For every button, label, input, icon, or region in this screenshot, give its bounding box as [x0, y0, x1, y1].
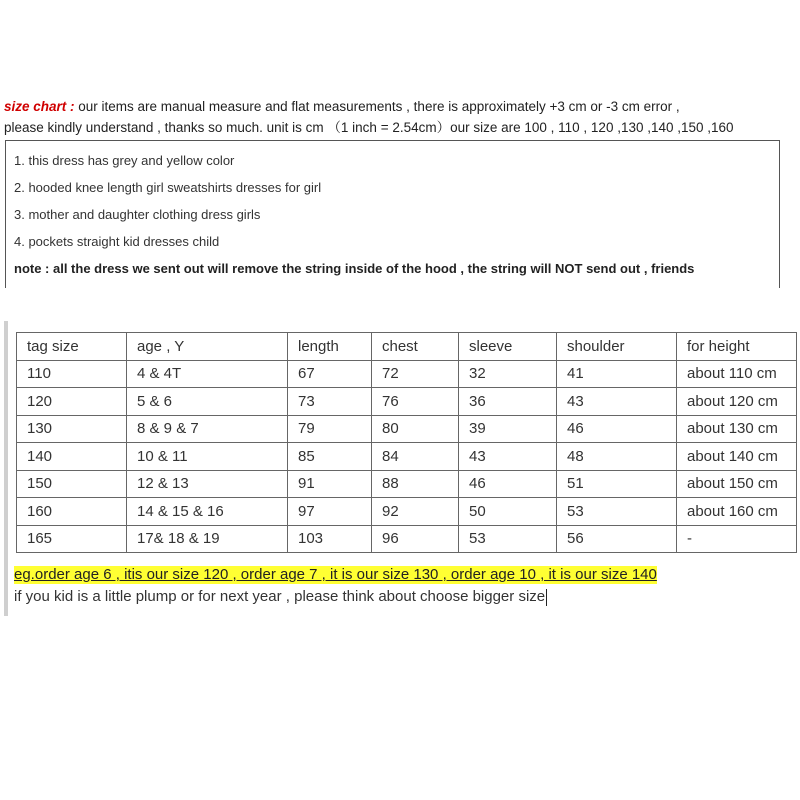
- cell-length: 103: [288, 525, 372, 553]
- cell-length: 67: [288, 360, 372, 388]
- cell-tag-size: 130: [17, 415, 127, 443]
- cell-shoulder: 46: [557, 415, 677, 443]
- cell-for-height: about 130 cm: [677, 415, 797, 443]
- cell-length: 79: [288, 415, 372, 443]
- cell-age: 8 & 9 & 7: [127, 415, 288, 443]
- table-row: [17, 360, 797, 388]
- cell-length: 73: [288, 388, 372, 416]
- cell-tag-size: 160: [17, 498, 127, 526]
- advice-line[interactable]: [14, 588, 547, 606]
- header-chest: chest: [372, 333, 459, 361]
- intro-text-1: our items are manual measure and flat measurements , there is approximately +3 cm or -3 cm error ,: [74, 99, 680, 114]
- cell-shoulder: 51: [557, 470, 677, 498]
- cell-chest: 88: [372, 470, 459, 498]
- size-table-body: [17, 333, 797, 553]
- cell-chest: 84: [372, 443, 459, 471]
- note-item-3: 3. mother and daughter clothing dress girls: [14, 207, 261, 222]
- left-margin-bar: [4, 321, 8, 616]
- header-sleeve: sleeve: [459, 333, 557, 361]
- header-for-height: for height: [677, 333, 797, 361]
- table-header-row: [17, 333, 797, 361]
- cell-length: 97: [288, 498, 372, 526]
- cell-sleeve: 53: [459, 525, 557, 553]
- header-shoulder: shoulder: [557, 333, 677, 361]
- note-item-2: 2. hooded knee length girl sweatshirts dresses for girl: [14, 180, 322, 195]
- table-row: [17, 443, 797, 471]
- cell-chest: 96: [372, 525, 459, 553]
- table-row: [17, 498, 797, 526]
- cell-shoulder: 43: [557, 388, 677, 416]
- cell-age: 10 & 11: [127, 443, 288, 471]
- cell-for-height: -: [677, 525, 797, 553]
- cell-length: 85: [288, 443, 372, 471]
- cell-sleeve: 39: [459, 415, 557, 443]
- cell-age: 4 & 4T: [127, 360, 288, 388]
- table-row: [17, 470, 797, 498]
- note-item-4: 4. pockets straight kid dresses child: [14, 234, 220, 249]
- table-row: [17, 388, 797, 416]
- cell-age: 12 & 13: [127, 470, 288, 498]
- header-tag-size: tag size: [17, 333, 127, 361]
- intro-line-2: please kindly understand , thanks so much. unit is cm （1 inch = 2.54cm）our size are 100 , 110 , 120 ,130 ,140 ,150 ,160: [4, 120, 734, 135]
- hood-string-note: note : all the dress we sent out will remove the string inside of the hood , the string will NOT send out , friends: [14, 261, 695, 276]
- cell-age: 14 & 15 & 16: [127, 498, 288, 526]
- cell-sleeve: 50: [459, 498, 557, 526]
- cell-for-height: about 150 cm: [677, 470, 797, 498]
- cell-for-height: about 140 cm: [677, 443, 797, 471]
- cell-sleeve: 43: [459, 443, 557, 471]
- cell-for-height: about 110 cm: [677, 360, 797, 388]
- cell-for-height: about 120 cm: [677, 388, 797, 416]
- table-row: [17, 415, 797, 443]
- cell-age: 5 & 6: [127, 388, 288, 416]
- cell-sleeve: 46: [459, 470, 557, 498]
- cell-length: 91: [288, 470, 372, 498]
- cell-sleeve: 32: [459, 360, 557, 388]
- cell-chest: 80: [372, 415, 459, 443]
- cell-chest: 76: [372, 388, 459, 416]
- header-length: length: [288, 333, 372, 361]
- advice-text: if you kid is a little plump or for next year , please think about choose bigger size: [14, 588, 546, 605]
- cell-shoulder: 48: [557, 443, 677, 471]
- product-notes-box: [5, 140, 780, 288]
- text-caret: [546, 589, 547, 606]
- intro-line-1: [4, 96, 796, 117]
- note-item-1: 1. this dress has grey and yellow color: [14, 153, 235, 168]
- cell-tag-size: 150: [17, 470, 127, 498]
- cell-shoulder: 41: [557, 360, 677, 388]
- cell-shoulder: 56: [557, 525, 677, 553]
- cell-chest: 72: [372, 360, 459, 388]
- header-age: age , Y: [127, 333, 288, 361]
- cell-tag-size: 140: [17, 443, 127, 471]
- cell-tag-size: 120: [17, 388, 127, 416]
- cell-shoulder: 53: [557, 498, 677, 526]
- cell-chest: 92: [372, 498, 459, 526]
- size-chart-intro: [4, 96, 796, 138]
- cell-age: 17& 18 & 19: [127, 525, 288, 553]
- size-table: [16, 332, 797, 553]
- size-chart-label: size chart :: [4, 99, 75, 114]
- cell-sleeve: 36: [459, 388, 557, 416]
- example-highlight: eg.order age 6 , itis our size 120 , order age 7 , it is our size 130 , order age 10 , it is our size 140: [14, 566, 657, 583]
- table-row: [17, 525, 797, 553]
- cell-for-height: about 160 cm: [677, 498, 797, 526]
- cell-tag-size: 110: [17, 360, 127, 388]
- cell-tag-size: 165: [17, 525, 127, 553]
